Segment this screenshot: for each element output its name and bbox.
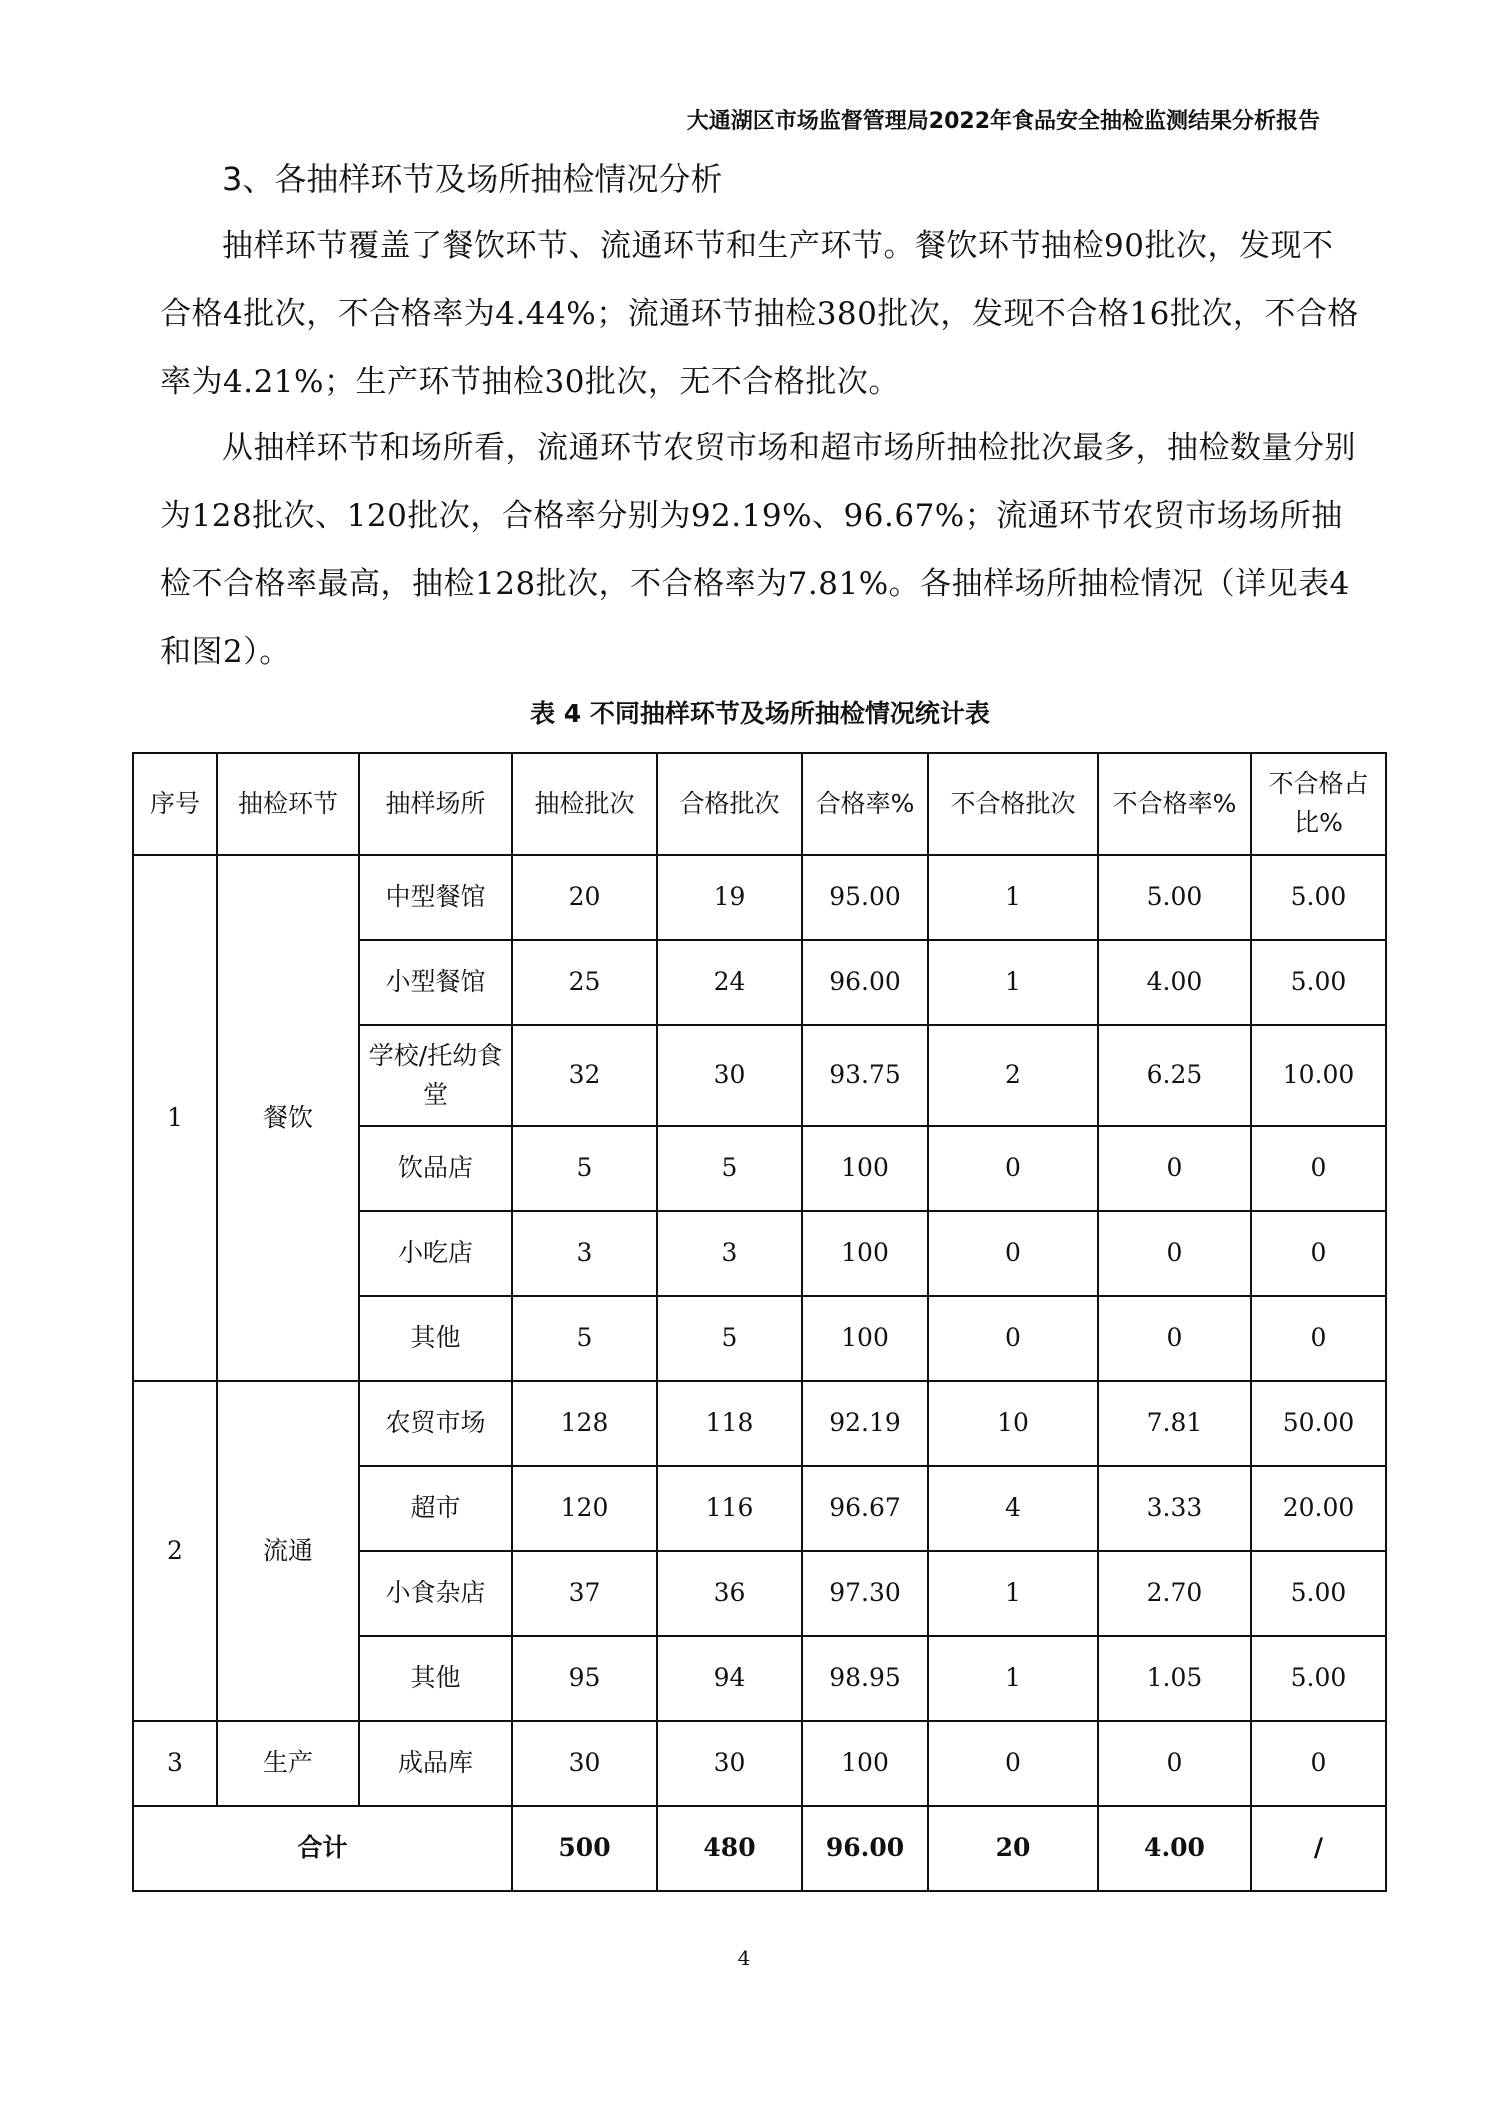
site-cell: 饮品店 [359, 1126, 512, 1211]
fail-rate-cell: 6.25 [1098, 1025, 1251, 1126]
group-stage-cell: 流通 [217, 1381, 359, 1721]
failed-cell: 0 [928, 1126, 1098, 1211]
fail-share-cell: 0 [1251, 1126, 1386, 1211]
pass-rate-cell: 96.00 [802, 940, 928, 1025]
sampled-cell: 95 [512, 1636, 657, 1721]
site-cell: 学校/托幼食堂 [359, 1025, 512, 1126]
pass-rate-cell: 97.30 [802, 1551, 928, 1636]
site-cell: 超市 [359, 1466, 512, 1551]
passed-cell: 94 [657, 1636, 802, 1721]
fail-share-cell: 0 [1251, 1296, 1386, 1381]
fail-rate-cell: 3.33 [1098, 1466, 1251, 1551]
fail-share-cell: 5.00 [1251, 855, 1386, 940]
failed-cell: 0 [928, 1721, 1098, 1806]
site-cell: 中型餐馆 [359, 855, 512, 940]
pass-rate-cell: 100 [802, 1126, 928, 1211]
fail-share-cell: 10.00 [1251, 1025, 1386, 1126]
header-cell: 合格率% [802, 753, 928, 855]
sampled-cell: 3 [512, 1211, 657, 1296]
site-cell: 成品库 [359, 1721, 512, 1806]
failed-cell: 1 [928, 940, 1098, 1025]
passed-cell: 19 [657, 855, 802, 940]
total-row [133, 1806, 1386, 1891]
passed-cell: 30 [657, 1721, 802, 1806]
fail-rate-cell: 2.70 [1098, 1551, 1251, 1636]
fail-rate-cell: 0 [1098, 1211, 1251, 1296]
pass-rate-cell: 100 [802, 1211, 928, 1296]
fail-rate-cell: 4.00 [1098, 940, 1251, 1025]
fail-share-cell: 0 [1251, 1721, 1386, 1806]
sampled-cell: 37 [512, 1551, 657, 1636]
passed-cell: 3 [657, 1211, 802, 1296]
site-cell: 小吃店 [359, 1211, 512, 1296]
table-row [133, 855, 1386, 940]
site-cell: 小型餐馆 [359, 940, 512, 1025]
passed-cell: 36 [657, 1551, 802, 1636]
sampled-cell: 128 [512, 1381, 657, 1466]
fail-share-cell: 5.00 [1251, 1551, 1386, 1636]
page-number: 4 [737, 1946, 751, 1970]
header-cell: 抽检环节 [217, 753, 359, 855]
sampled-cell: 120 [512, 1466, 657, 1551]
passed-cell: 30 [657, 1025, 802, 1126]
total-fail-rate-cell: 4.00 [1098, 1806, 1251, 1891]
failed-cell: 2 [928, 1025, 1098, 1126]
paragraph-sampling-sites: 从抽样环节和场所看，流通环节农贸市场和超市场所抽检批次最多，抽检数量分别为128批次、120批次，合格率分别为92.19%、96.67%；流通环节农贸市场场所抽检不合格率最高，抽检128批次，不合格率为7.81%。各抽样场所抽检情况（详见表4和图2）。 [160, 430, 1356, 670]
fail-share-cell: 0 [1251, 1211, 1386, 1296]
sampled-cell: 25 [512, 940, 657, 1025]
sampled-cell: 5 [512, 1296, 657, 1381]
table-header-row [133, 753, 1386, 855]
passed-cell: 24 [657, 940, 802, 1025]
total-sampled-cell: 500 [512, 1806, 657, 1891]
sampled-cell: 5 [512, 1126, 657, 1211]
pass-rate-cell: 96.67 [802, 1466, 928, 1551]
total-failed-cell: 20 [928, 1806, 1098, 1891]
sampled-cell: 32 [512, 1025, 657, 1126]
total-label-cell: 合计 [133, 1806, 512, 1891]
failed-cell: 1 [928, 855, 1098, 940]
document-header: 大通湖区市场监督管理局2022年食品安全抽检监测结果分析报告 [686, 109, 1320, 134]
failed-cell: 0 [928, 1296, 1098, 1381]
group-number-cell: 2 [133, 1381, 217, 1721]
header-cell: 序号 [133, 753, 217, 855]
fail-rate-cell: 0 [1098, 1721, 1251, 1806]
fail-rate-cell: 5.00 [1098, 855, 1251, 940]
paragraph-sampling-stages: 抽样环节覆盖了餐饮环节、流通环节和生产环节。餐饮环节抽检90批次，发现不合格4批次，不合格率为4.44%；流通环节抽检380批次，发现不合格16批次，不合格率为4.21%；生产环节抽检30批次，无不合格批次。 [160, 228, 1359, 400]
header-cell: 不合格占比% [1251, 753, 1386, 855]
pass-rate-cell: 93.75 [802, 1025, 928, 1126]
fail-share-cell: 5.00 [1251, 940, 1386, 1025]
fail-share-cell: 20.00 [1251, 1466, 1386, 1551]
site-cell: 其他 [359, 1296, 512, 1381]
group-stage-cell: 生产 [217, 1721, 359, 1806]
header-cell: 抽样场所 [359, 753, 512, 855]
pass-rate-cell: 100 [802, 1296, 928, 1381]
sampled-cell: 20 [512, 855, 657, 940]
failed-cell: 1 [928, 1551, 1098, 1636]
stats-table [132, 752, 1387, 1892]
pass-rate-cell: 100 [802, 1721, 928, 1806]
table-row [133, 1381, 1386, 1466]
group-stage-cell: 餐饮 [217, 855, 359, 1381]
failed-cell: 0 [928, 1211, 1098, 1296]
site-cell: 农贸市场 [359, 1381, 512, 1466]
table-caption: 表 4 不同抽样环节及场所抽检情况统计表 [530, 699, 990, 728]
passed-cell: 118 [657, 1381, 802, 1466]
failed-cell: 10 [928, 1381, 1098, 1466]
pass-rate-cell: 92.19 [802, 1381, 928, 1466]
pass-rate-cell: 98.95 [802, 1636, 928, 1721]
passed-cell: 5 [657, 1296, 802, 1381]
fail-rate-cell: 0 [1098, 1296, 1251, 1381]
table-row [133, 1721, 1386, 1806]
fail-rate-cell: 7.81 [1098, 1381, 1251, 1466]
passed-cell: 116 [657, 1466, 802, 1551]
failed-cell: 4 [928, 1466, 1098, 1551]
passed-cell: 5 [657, 1126, 802, 1211]
fail-share-cell: 50.00 [1251, 1381, 1386, 1466]
total-pass-rate-cell: 96.00 [802, 1806, 928, 1891]
total-fail-share-cell: / [1251, 1806, 1386, 1891]
section-heading: 3、各抽样环节及场所抽检情况分析 [222, 160, 723, 198]
failed-cell: 1 [928, 1636, 1098, 1721]
fail-rate-cell: 0 [1098, 1126, 1251, 1211]
header-cell: 不合格率% [1098, 753, 1251, 855]
group-number-cell: 1 [133, 855, 217, 1381]
fail-share-cell: 5.00 [1251, 1636, 1386, 1721]
fail-rate-cell: 1.05 [1098, 1636, 1251, 1721]
header-cell: 合格批次 [657, 753, 802, 855]
total-passed-cell: 480 [657, 1806, 802, 1891]
header-cell: 不合格批次 [928, 753, 1098, 855]
sampled-cell: 30 [512, 1721, 657, 1806]
site-cell: 小食杂店 [359, 1551, 512, 1636]
group-number-cell: 3 [133, 1721, 217, 1806]
site-cell: 其他 [359, 1636, 512, 1721]
pass-rate-cell: 95.00 [802, 855, 928, 940]
header-cell: 抽检批次 [512, 753, 657, 855]
